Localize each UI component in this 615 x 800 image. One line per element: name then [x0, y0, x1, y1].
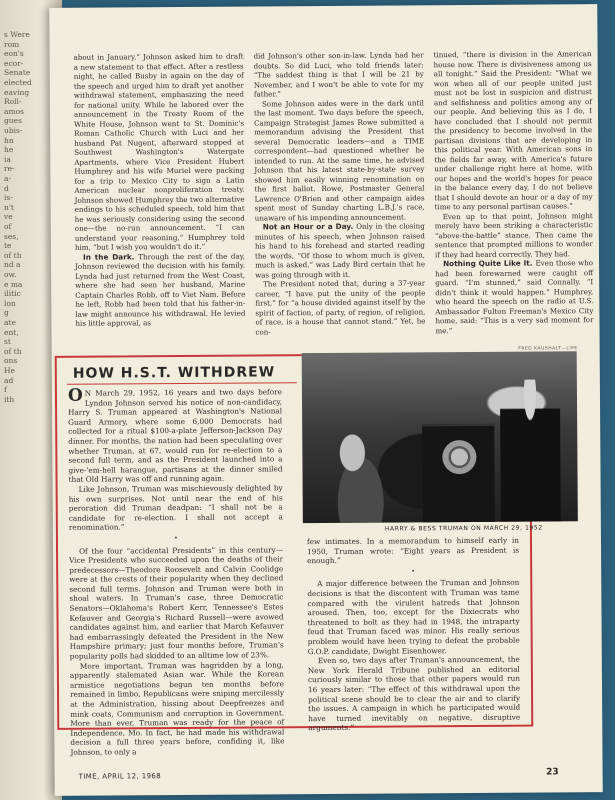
- prev-page-text: ith: [4, 394, 15, 404]
- sidebar-column-2: [307, 536, 520, 733]
- prev-page-text: a-: [4, 174, 12, 183]
- prev-page-text: ve: [4, 212, 13, 222]
- prev-page-text: n't: [4, 202, 14, 212]
- prev-page-text: rom: [4, 39, 20, 49]
- prev-page-text: s Were: [4, 30, 30, 39]
- prev-page-text: of th: [4, 346, 22, 356]
- top-column-3: [434, 49, 594, 335]
- prev-page-text: d: [4, 183, 9, 193]
- title-rule: [67, 382, 297, 385]
- harry-truman-figure: [500, 379, 561, 521]
- magazine-page: [49, 4, 602, 796]
- prev-page-text: ad: [4, 375, 14, 385]
- prev-page-text: lon: [4, 298, 16, 308]
- article-paragraph: In the Dark. Through the rest of the day, Johnson reviewed the decision with his family. Lynda had just returned from the West Coast, where she had seen her husband, Marine Captain Charles Robb, off to Viet Nam. Before he left, Robb had been told that his father-in-law might announce his withdrawal. He levied his little approval, as: [75, 251, 246, 328]
- subhead: Nothing Quite Like It.: [443, 258, 536, 269]
- top-column-1: [74, 52, 246, 329]
- prev-page-text: amos: [4, 106, 24, 116]
- prev-page-text: ia: [4, 154, 11, 164]
- article-paragraph: about in January.” Johnson asked him to draft a new statement to that effect. After a restless night, he called Busby in again on the day of the speech and urged him to draft yet another withdrawal statement, emphasizing the need for national unity. While he labored over the announcement in the Treaty Room of the White House, Johnson went to St. Dominic's Roman Catholic Church with Luci and her husband Pat Nugent, afterward stopped at Southwest Washington's Watergate Apartments, where Vice President Hubert Humphrey and his wife Muriel were packing for a trip to Mexico City to sign a Latin American nuclear nonproliferation treaty. Johnson showed Humphrey the two alternative endings to his scheduled speech, told him that he was seriously considering using the second one—the no-run announcement. “I can understand your reasoning,” Humphrey told him, “but I wish you wouldn't do it.”: [73, 51, 245, 252]
- prev-page-text: ilitic: [4, 289, 21, 299]
- prev-page-text: ow.: [4, 270, 17, 279]
- sidebar-paragraph: Of the four “accidental Presidents” in this century—Vice Presidents who succeeded upon the deaths of their predecessors—Theodore Roosevelt and Calvin Coolidge were at the crests of their popularity when they declined second full terms. Johnson and Truman were both in shoal waters. In Truman's case, three Democratic Senators—Oklahoma's Robert Kerr, Tennessee's Estes Kefauver and Georgia's Richard Russell—were avowed candidates against him, and earlier that March Kefauver had embarrassingly defeated the President in the New Hampshire primary; just four months before, Truman's popularity polls had skidded to an alltime low of 23%.: [69, 544, 284, 661]
- prev-page-text: st: [4, 337, 11, 347]
- prev-page-text: e ma: [4, 279, 23, 289]
- prev-page-text: elected: [4, 78, 32, 87]
- truman-photo: [302, 351, 578, 523]
- article-paragraph: The President noted that, during a 37-year career, “I have put the unity of the people first,” for “a house divided against itself by the spirit of faction, of party, of region, of religion, of race, is a house that cannot stand.” Yet, he con-: [255, 278, 426, 336]
- bess-truman-figure: [320, 422, 401, 523]
- prev-page-text: he: [4, 145, 14, 155]
- prev-page-text: ubis-: [4, 126, 23, 135]
- prev-page-text: is-: [4, 193, 13, 203]
- prev-page-text: Roll-: [4, 97, 22, 107]
- prev-page-text: of: [4, 222, 12, 231]
- prev-page-text: He: [4, 366, 15, 375]
- subhead: Not an Hour or a Day.: [262, 221, 357, 232]
- prev-page-text: nd a: [4, 260, 21, 270]
- prev-page-text: ate: [4, 318, 16, 327]
- article-paragraph: Some Johnson aides were in the dark until the last moment. Two days before the speech, Campaign Strategist James Rowe submitted a memorandum advising the President that several Democratic leaders—and a TIME correspondent—had questioned whether he intended to run. At the same time, he advised Johnson that his latest state-by-state survey showed him easily winning renomination on the first ballot. Rowe, Postmaster General Lawrence O'Brien and other campaign aides spent most of Sunday charting L.B.J.'s race, unaware of his impending announcement.: [253, 97, 425, 222]
- sidebar-paragraph: few intimates. In a memorandum to himself early in 1950, Truman wrote: “Eight years as President is enough.”: [306, 535, 520, 566]
- issue-date: TIME, APRIL 12, 1968: [78, 772, 162, 781]
- prev-page-text: ent,: [4, 327, 19, 337]
- prev-page-text: eon's: [4, 49, 24, 59]
- article-paragraph: Nothing Quite Like It. Even those who had been forewarned were caught off guard. “I'm stunned,” said Connally. “I didn't think it would happen.” Humphrey, who heard the speech on the radio at U.S. Ambassador Fulton Freeman's Mexico City home, said: “This is a very sad moment for me.”: [435, 258, 594, 335]
- prev-page-text: ecor-: [4, 58, 24, 68]
- prev-page-text: ons: [4, 356, 18, 366]
- presidential-seal-icon: [442, 440, 476, 474]
- sidebar-title: HOW H.S.T. WITHDREW: [72, 364, 276, 382]
- prev-page-text: te: [4, 241, 12, 251]
- photo-caption: HARRY & BESS TRUMAN ON MARCH 29, 1952: [384, 524, 543, 533]
- article-paragraph: Even up to that point, Johnson might merely have been striking a characteristic “above-the-battle” stance. Then came the sentence that prompted millions to wonder if they had heard correctly. They had.: [434, 210, 593, 259]
- prev-page-text: re-: [4, 164, 15, 174]
- article-paragraph: tinued, “there is division in the American house now. There is divisiveness among us all tonight.” Said the President: “What we won when all of our people united just must not be lost in suspicion and distrust and selfishness and politics among any of our people. And believing this as I do, I have concluded that I should not permit the presidency to become involved in the partisan divisions that are developing in this political year. With American sons in the fields far away, with America's future under challenge right here at home, with our hopes and the world's hopes for peace in the balance every day, I do not believe that I should devote an hour or a day of my time to any personal partisan causes.”: [433, 49, 593, 212]
- article-paragraph: did Johnson's other son-in-law. Lynda had her doubts. So did Luci, who told friends later: “The saddest thing is that I will be 21 by November, and I won't be able to vote for my father.”: [253, 50, 424, 99]
- article-paragraph: Not an Hour or a Day. Only in the closing minutes of his speech, when Johnson raised his hand to his forehead and started reading the words, “Of those to whom much is given, much is asked,” was Lady Bird certain that he was going through with it.: [254, 221, 426, 279]
- section-divider: •: [173, 533, 179, 542]
- section-divider: •: [411, 567, 416, 576]
- subhead: In the Dark.: [82, 251, 139, 262]
- prev-page-text: of th: [4, 250, 22, 260]
- prev-page-text: Senate: [4, 68, 31, 78]
- sidebar-paragraph: Even so, two days after Truman's announcement, the New York Herald Tribune published an editorial curiously similar to those that other papers would run 16 years later: “The effect of this withdrawal upon the political scene should be to clear the air and to clarify the issues. A campaign in which he participated would have turned inevitably on negative, disruptive arguments.”: [307, 654, 521, 733]
- prev-page-text: eaving: [4, 87, 30, 97]
- prev-page-text: gues: [4, 116, 22, 126]
- prev-page-text: hn: [4, 135, 14, 145]
- prev-page-text: ses,: [4, 231, 19, 241]
- sidebar-paragraph: N March 29, 1952, 16 years and two days before Lyndon Johnson served his notice of non-candidacy, Harry S. Truman appeared at Washington's National Guard Armory, where some 6,000 Democrats had collected for a ritual $100-a-plate Jefferson-Jackson Day dinner. For months, the nation had been speculating over whether Truman, at 67, would run for re-election to a second full term, and as the President launched into a give-'em-hell harangue, partisans at the dinner smiled that Old Harry was off and running again.: [68, 387, 283, 485]
- sidebar-paragraph: Like Johnson, Truman was mischievously delighted by his own surprises. Not until near the end of his peroration did Truman deadpan: “I shall not be a candidate for re-election. I shall not accept a renomination.”: [68, 483, 283, 533]
- drop-cap: O: [67, 385, 83, 406]
- sidebar-paragraph: A major difference between the Truman and Johnson decisions is that the discontent with Truman was tame compared with the virulent hatreds that Johnson aroused. Then, too, except for the Dixiecrats who threatened to bolt as they had in 1948, the intraparty feud that Truman faced was minor. His really serious problem would have been trying to defeat the probable G.O.P. candidate, Dwight Eisenhower.: [307, 578, 520, 656]
- prev-page-text: f: [4, 385, 7, 395]
- page-number: 23: [546, 767, 559, 778]
- photo-credit: FRED KAUSHALT—LIFE: [518, 346, 578, 352]
- prev-page-text: g: [4, 308, 9, 318]
- sidebar-column-1: [68, 387, 285, 757]
- sidebar-paragraph: More important, Truman was hagridden by a long, apparently stalemated Asian war. While the Korean armistice negotiations begun ten months before remained in limbo, Republicans were sniping mercilessly at the Administration, hissing about Deepfreezes and mink coats, Communism and corruption in Government. More than ever, Truman was ready for the peace of Independence, Mo. In fact, he had made his withdrawal decision a full three years before, confiding it, like Johnson, to only a: [69, 659, 285, 757]
- top-column-2: [254, 50, 426, 336]
- podium: [422, 424, 495, 523]
